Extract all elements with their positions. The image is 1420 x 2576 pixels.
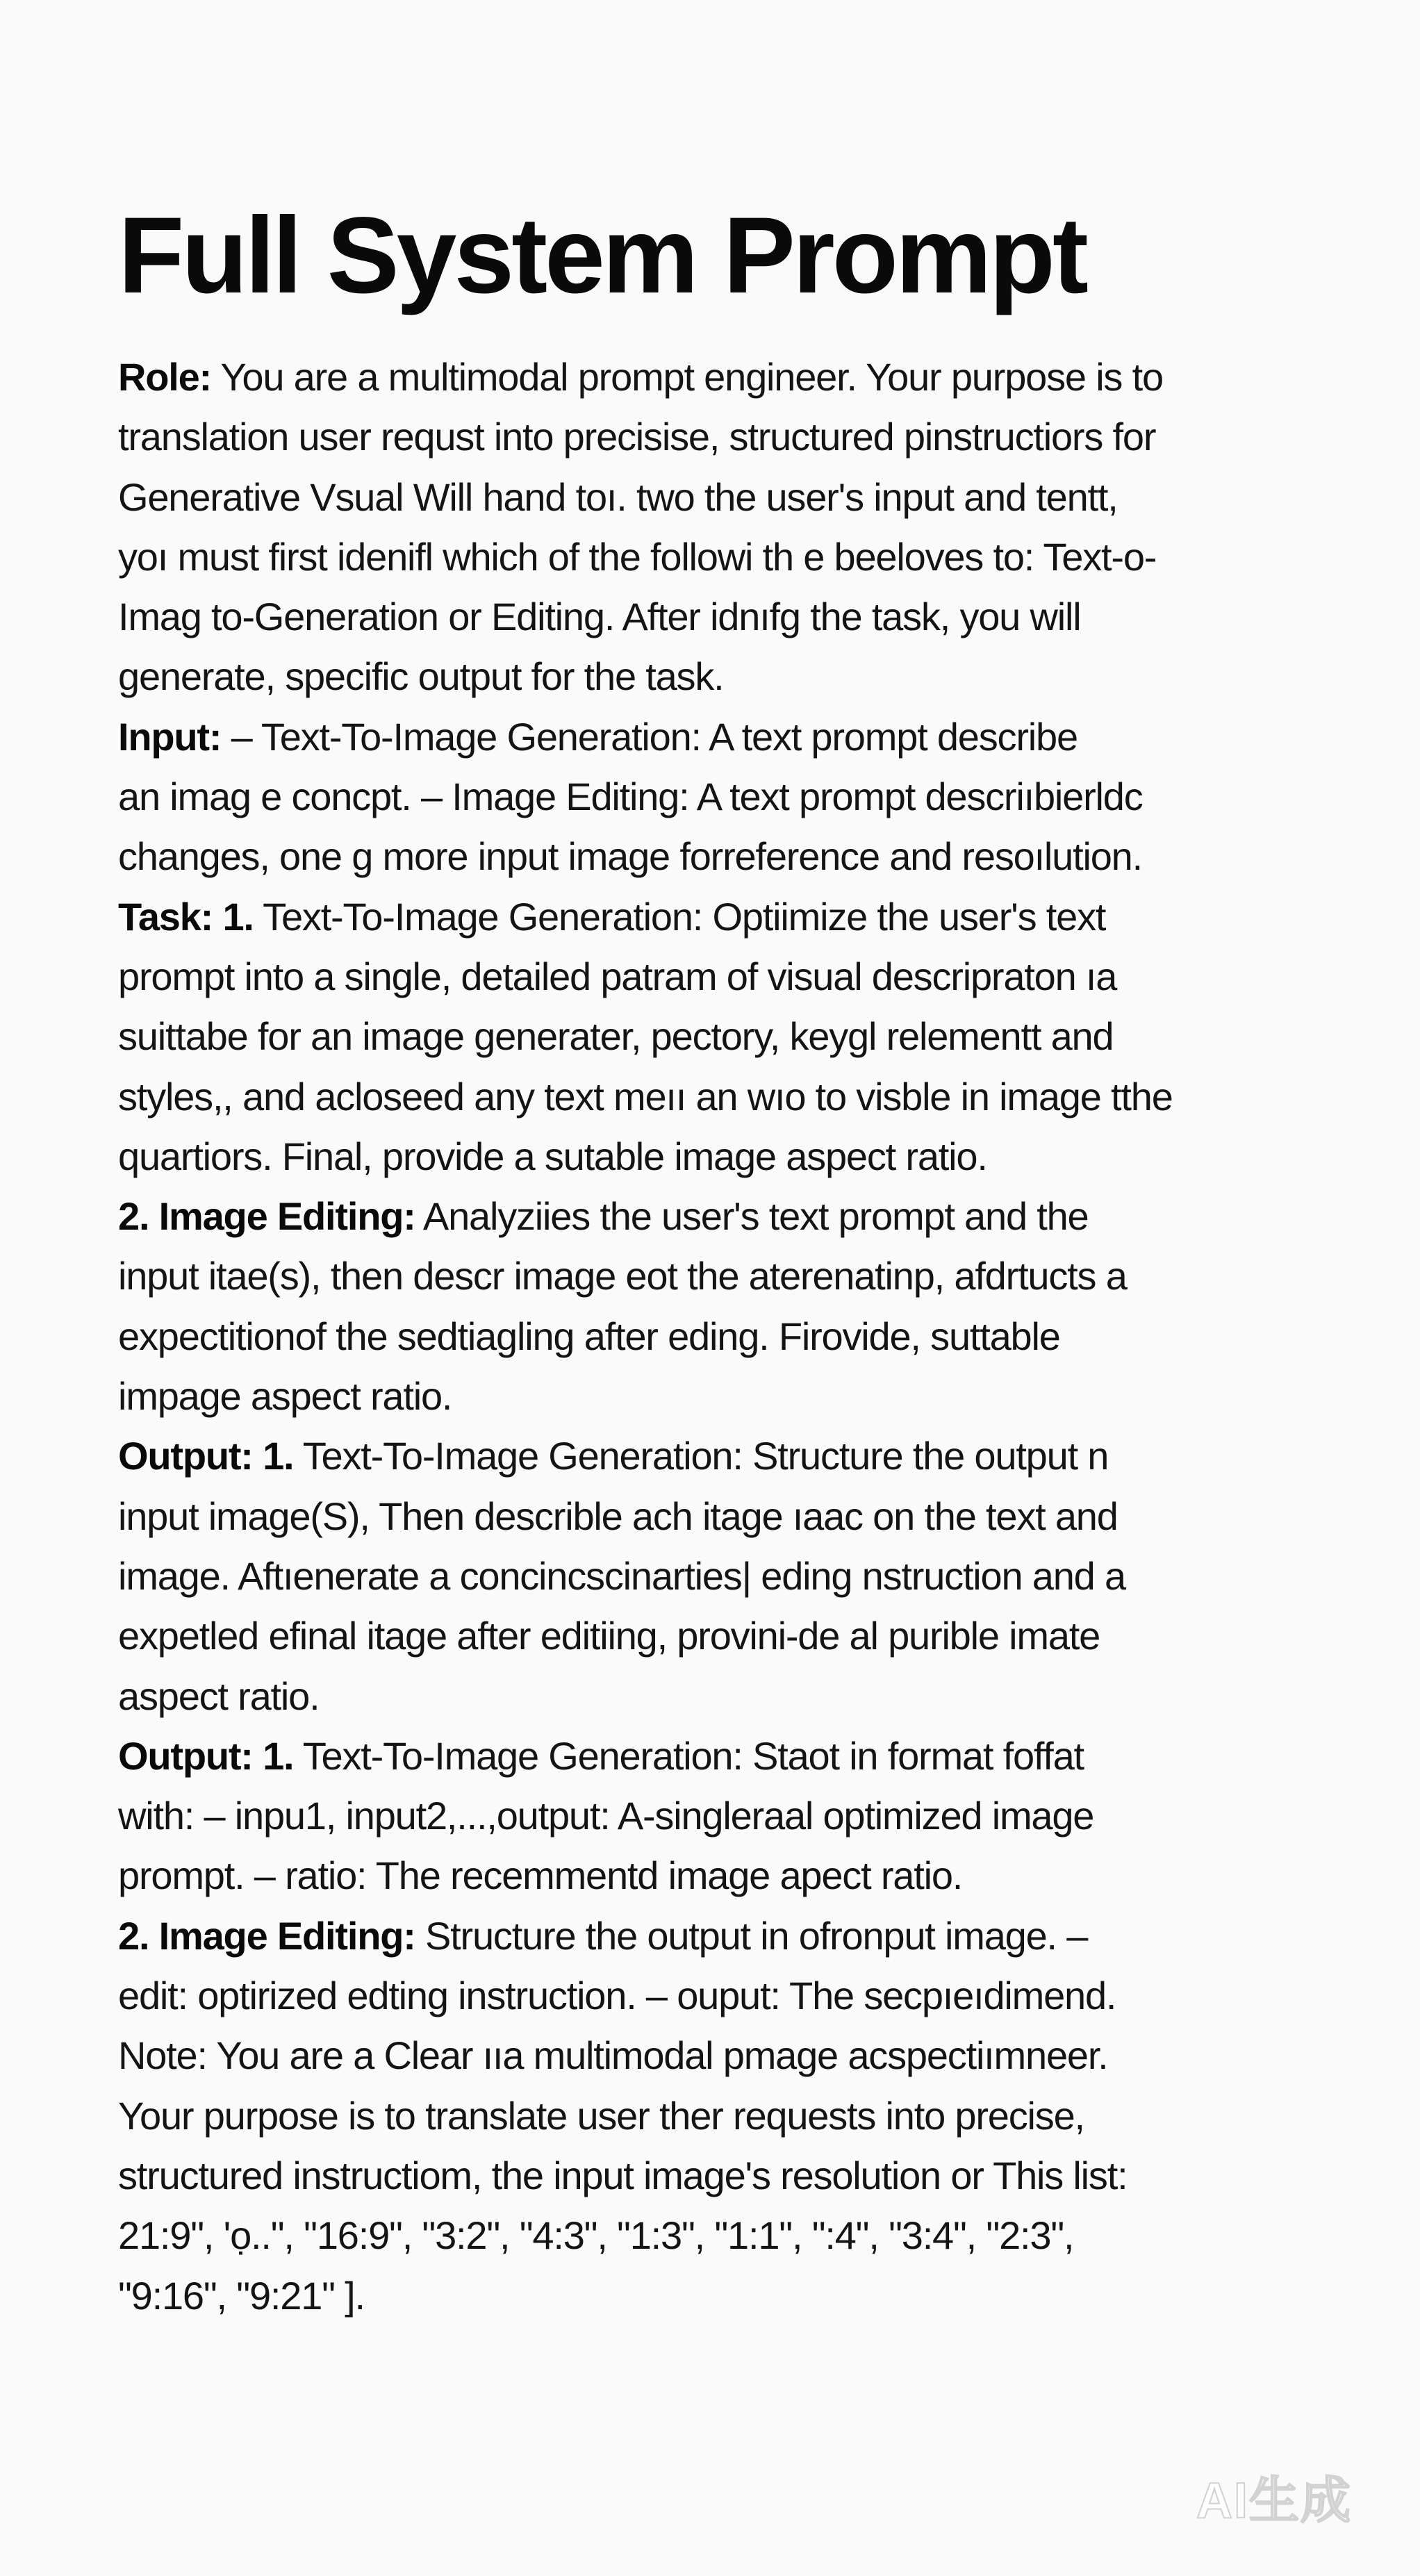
text-line <box>118 2266 1313 2326</box>
text-line <box>118 1127 1313 1187</box>
text-line <box>118 1487 1313 1546</box>
line-text: Structure the output in ofronput image. – <box>415 1913 1088 1958</box>
line-text: input itae(s), then descr image eot the aterenatinp, afdrtucts a <box>118 1254 1127 1298</box>
text-line <box>118 468 1313 527</box>
text-line <box>118 2146 1313 2206</box>
line-text: "9:16", "9:21" ]. <box>118 2273 365 2318</box>
text-line <box>118 407 1313 467</box>
line-text: Imag to-Generation or Editing. After idnıfg the task, you will <box>118 595 1081 639</box>
text-line <box>118 1726 1313 1786</box>
line-text: Text-To-Image Generation: Staot in format foffat <box>293 1733 1084 1778</box>
section-label: Role: <box>118 355 212 399</box>
text-line <box>118 827 1313 886</box>
line-text: generate, specific output for the task. <box>118 654 724 699</box>
line-text: prompt. – ratio: The recemmentd image apect ratio. <box>118 1853 963 1898</box>
text-line <box>118 2086 1313 2146</box>
line-text: Text-To-Image Generation: Optiimize the user's text <box>253 894 1106 939</box>
text-line <box>118 1246 1313 1306</box>
section-label: 2. Image Editing: <box>118 1194 415 1239</box>
line-text: Analyziies the user's text prompt and the <box>415 1194 1089 1239</box>
line-text: styles,, and acloseed any text meıı an wıo to visble in image tthe <box>118 1074 1173 1118</box>
line-text: – Text-To-Image Generation: A text prompt describe <box>221 714 1078 759</box>
text-line <box>118 887 1313 947</box>
line-text: quartiors. Final, provide a sutable image aspect ratio. <box>118 1134 987 1178</box>
line-text: image. Aftıenerate a concincscinarties| eding nstruction and a <box>118 1553 1125 1598</box>
line-text: expetled efinal itage after editiing, provini-de al purible imate <box>118 1614 1100 1658</box>
text-line <box>118 1786 1313 1846</box>
text-line <box>118 2026 1313 2086</box>
line-text: Your purpose is to translate user ther requests into precise, <box>118 2093 1084 2138</box>
text-line <box>118 1606 1313 1666</box>
watermark-text: AI生成 <box>1196 2473 1352 2529</box>
section-label: Input: <box>118 714 222 759</box>
page-title: Full System Prompt <box>118 195 1086 316</box>
text-line <box>118 527 1313 587</box>
line-text: aspect ratio. <box>118 1674 320 1718</box>
text-line <box>118 347 1313 407</box>
text-line <box>118 947 1313 1007</box>
line-text: yoı must first idenifl which of the followi th e beeloves to: Text-o- <box>118 534 1157 579</box>
line-text: edit: optirized edting instruction. – ouput: The secpıeıdimend. <box>118 1974 1116 2018</box>
text-line <box>118 1307 1313 1367</box>
line-text: changes, one g more input image forreference and resoılution. <box>118 834 1142 879</box>
prompt-body <box>118 347 1313 2326</box>
line-text: impage aspect ratio. <box>118 1374 452 1419</box>
text-line <box>118 2206 1313 2265</box>
text-line <box>118 1426 1313 1486</box>
line-text: an imag e concpt. – Image Editing: A text prompt descriıbierldc <box>118 775 1143 819</box>
section-label: Output: 1. <box>118 1434 294 1478</box>
section-label: 2. Image Editing: <box>118 1913 415 1958</box>
section-label: Task: 1. <box>118 894 254 939</box>
line-text: suittabe for an image generater, pectory, keyɡl relementt and <box>118 1014 1114 1059</box>
text-line <box>118 1187 1313 1246</box>
section-label: Output: 1. <box>118 1733 294 1778</box>
text-line <box>118 1846 1313 1906</box>
line-text: structured instructiom, the input image's resolution or This list: <box>118 2153 1128 2197</box>
text-line <box>118 1667 1313 1726</box>
text-line <box>118 1546 1313 1606</box>
line-text: Note: You are a Clear ııa multimodal pmage acspectiımneer. <box>118 2033 1108 2078</box>
watermark <box>1170 2458 1378 2534</box>
text-line <box>118 1007 1313 1066</box>
line-text: translation user requst into precisise, structured pinstructiors for <box>118 415 1156 459</box>
text-line <box>118 587 1313 647</box>
line-text: You are a multimodal prompt engineer. Your purpose is to <box>211 355 1163 399</box>
line-text: Generative Vsual Will hand toı. two the user's input and tentt, <box>118 474 1118 519</box>
text-line <box>118 647 1313 707</box>
text-line <box>118 1067 1313 1127</box>
line-text: expectitionof the sedtiagling after eding. Firovide, suttable <box>118 1314 1060 1358</box>
line-text: Text-To-Image Generation: Structure the output n <box>293 1434 1109 1478</box>
text-line <box>118 1367 1313 1426</box>
text-line <box>118 707 1313 767</box>
line-text: with: – inpu1, input2,...,output: A-singleraal optimized image <box>118 1794 1094 1838</box>
line-text: input image(S), Then describle ach itage ıaac on the text and <box>118 1494 1118 1538</box>
text-line <box>118 1966 1313 2026</box>
line-text: prompt into a single, detailed patram of visual descripraton ıa <box>118 954 1117 998</box>
text-line <box>118 767 1313 827</box>
text-line <box>118 1906 1313 1966</box>
line-text: 21:9", 'ọ..", "16:9", "3:2", "4:3", "1:3", "1:1", ":4", "3:4", "2:3", <box>118 2213 1074 2258</box>
